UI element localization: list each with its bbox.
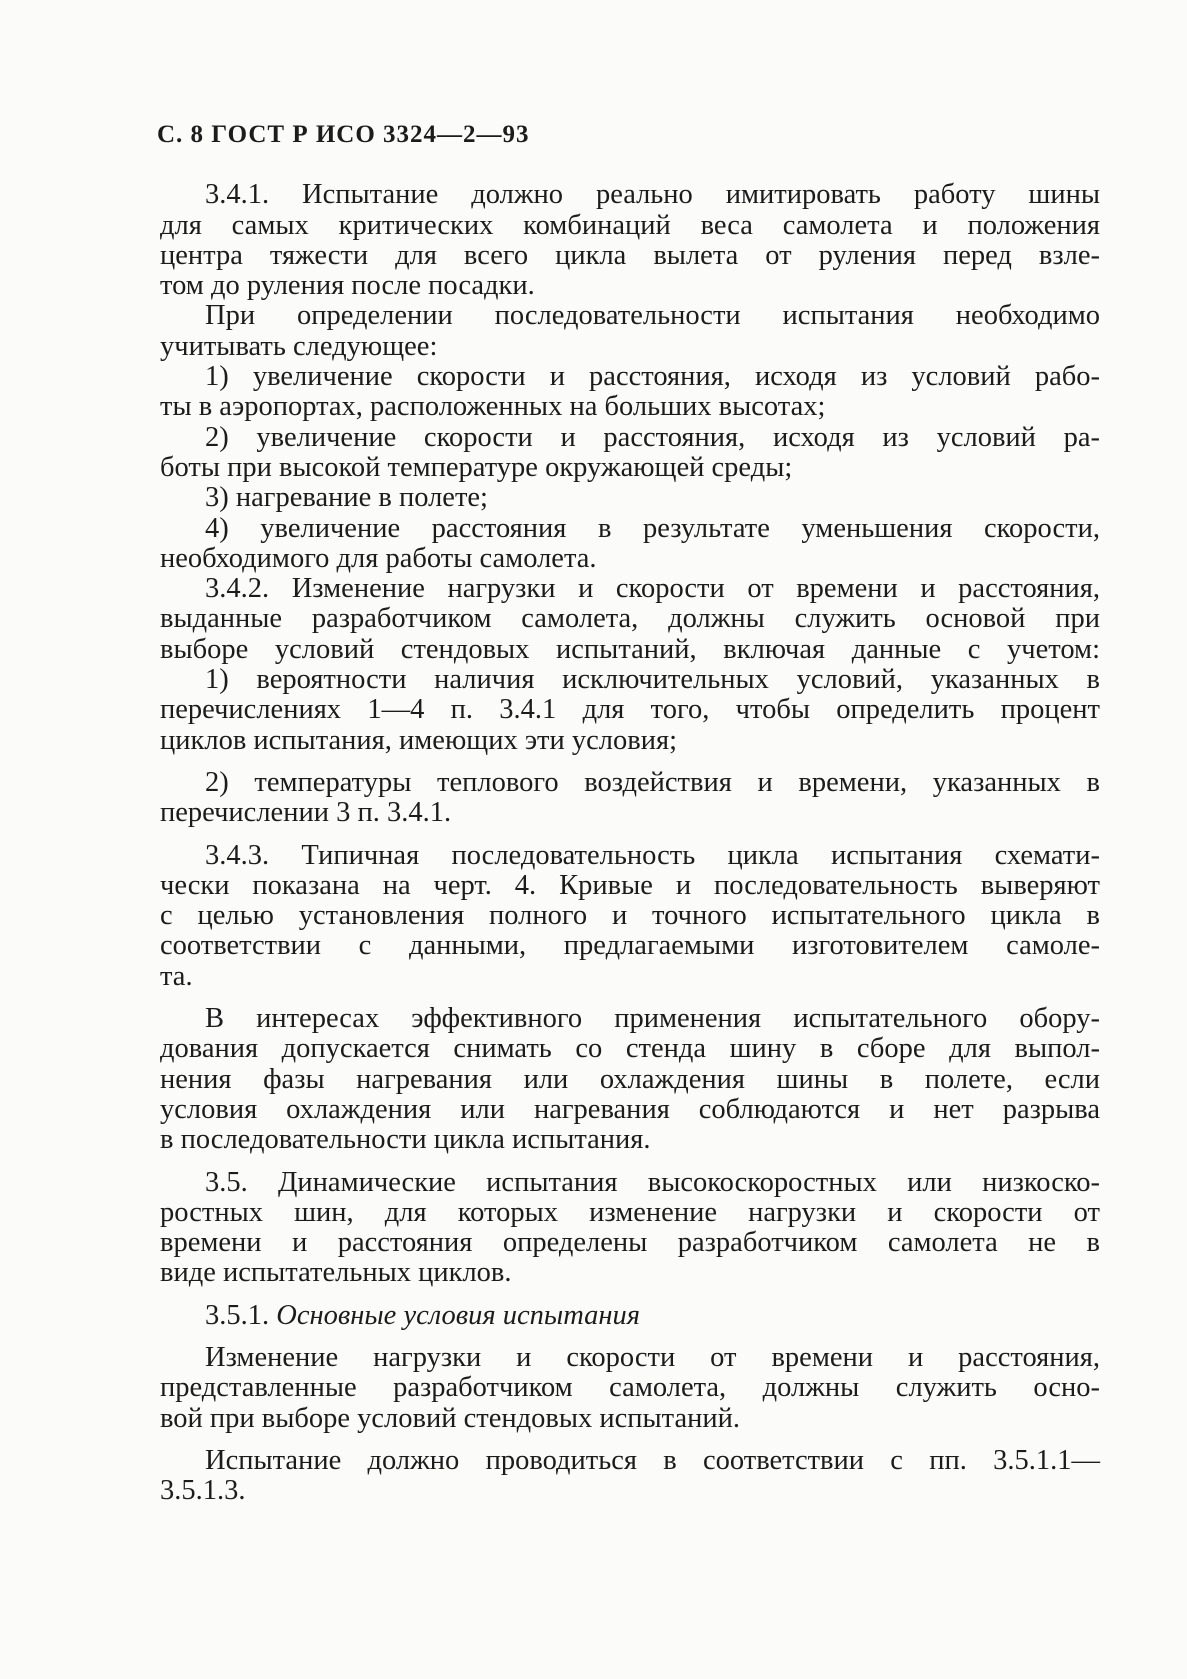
text-line: выборе условий стендовых испытаний, включая данные с учетом: [160, 633, 1100, 665]
text-line: вой при выборе условий стендовых испытаний. [160, 1402, 740, 1434]
text-line: 3.4.2. Изменение нагрузки и скорости от времени и расстояния, [205, 573, 1100, 605]
text-line: При определении последовательности испытания необходимо [205, 300, 1100, 332]
text-line: 3.4.3. Типичная последовательность цикла испытания схемати- [205, 839, 1100, 871]
text-line: ты в аэропортах, расположенных на больших высотах; [160, 391, 826, 423]
text-line: циклов испытания, имеющих эти условия; [160, 724, 677, 756]
section-heading-3-5-1 [160, 1301, 1100, 1331]
list-item-probability [160, 665, 1100, 756]
text-line: чески показана на черт. 4. Кривые и последовательность выверяют [160, 869, 1100, 901]
paragraph-sequence-intro [160, 301, 1100, 362]
text-line: центра тяжести для всего цикла вылета от руления перед взле- [160, 239, 1100, 271]
text-line: учитывать следующее: [160, 330, 438, 362]
text-line: дования допускается снимать со стенда шину в сборе для выпол- [160, 1033, 1100, 1065]
text-line: боты при высокой температуре окружающей среды; [160, 451, 793, 483]
text-line: 3.5.1.3. [160, 1475, 246, 1507]
text-line: 2) температуры теплового воздействия и времени, указанных в [205, 766, 1100, 798]
page-header: С. 8 ГОСТ Р ИСО 3324—2—93 [157, 121, 530, 148]
text-line: с целью установления полного и точного испытательного цикла в [160, 900, 1100, 932]
list-item-3 [160, 483, 1100, 513]
list-item-2 [160, 423, 1100, 484]
text-line: соответствии с данными, предлагаемыми изготовителем самоле- [160, 930, 1100, 962]
text-line: ростных шин, для которых изменение нагрузки и скорости от [160, 1196, 1100, 1228]
paragraph-3-5 [160, 1168, 1100, 1289]
text-line: необходимого для работы самолета. [160, 542, 597, 574]
text-line: нения фазы нагревания или охлаждения шины в полете, если [160, 1063, 1100, 1095]
list-item-4 [160, 514, 1100, 575]
text-line: 2) увеличение скорости и расстояния, исходя из условий ра- [205, 421, 1100, 453]
text-line: выданные разработчиком самолета, должны служить основой при [160, 603, 1100, 635]
text-line: 1) увеличение скорости и расстояния, исходя из условий рабо- [205, 361, 1100, 393]
text-line: условия охлаждения или нагревания соблюдаются и нет разрыва [160, 1093, 1100, 1125]
text-line: 4) увеличение расстояния в результате уменьшения скорости, [205, 512, 1100, 544]
paragraph-test-conduct [160, 1446, 1100, 1507]
paragraph-load-variation [160, 1343, 1100, 1434]
text-line: В интересах эффективного применения испытательного обору- [205, 1003, 1100, 1035]
text-line: перечислениях 1—4 п. 3.4.1 для того, чтобы определить процент [160, 694, 1100, 726]
paragraph-3-4-2 [160, 574, 1100, 665]
list-item-temperature [160, 768, 1100, 829]
text-line: Изменение нагрузки и скорости от времени и расстояния, [205, 1341, 1100, 1373]
text-line: в последовательности цикла испытания. [160, 1124, 651, 1156]
text-line: времени и расстояния определены разработчиком самолета не в [160, 1227, 1100, 1259]
paragraph-3-4-3 [160, 841, 1100, 992]
text-line: 1) вероятности наличия исключительных условий, указанных в [205, 664, 1100, 696]
paragraph-equipment [160, 1004, 1100, 1155]
text-line: перечислении 3 п. 3.4.1. [160, 797, 452, 829]
text-line: Испытание должно проводиться в соответствии с пп. 3.5.1.1— [205, 1444, 1100, 1476]
list-item-1 [160, 362, 1100, 423]
text-line: 3) нагревание в полете; [205, 482, 488, 514]
text-line: 3.5. Динамические испытания высокоскоростных или низкоско- [205, 1166, 1100, 1198]
text-line: виде испытательных циклов. [160, 1257, 512, 1289]
text-line: та. [160, 960, 193, 992]
text-line: представленные разработчиком самолета, должны служить осно- [160, 1372, 1100, 1404]
section-title: Основные условия испытания [276, 1299, 641, 1331]
document-page [157, 120, 1100, 1507]
text-line: 3.4.1. Испытание должно реально имитировать работу шины [205, 179, 1100, 211]
section-number: 3.5.1. [205, 1299, 270, 1331]
text-line: том до руления после посадки. [160, 270, 535, 302]
text-line: для самых критических комбинаций веса самолета и положения [160, 209, 1100, 241]
paragraph-3-4-1 [160, 180, 1100, 301]
